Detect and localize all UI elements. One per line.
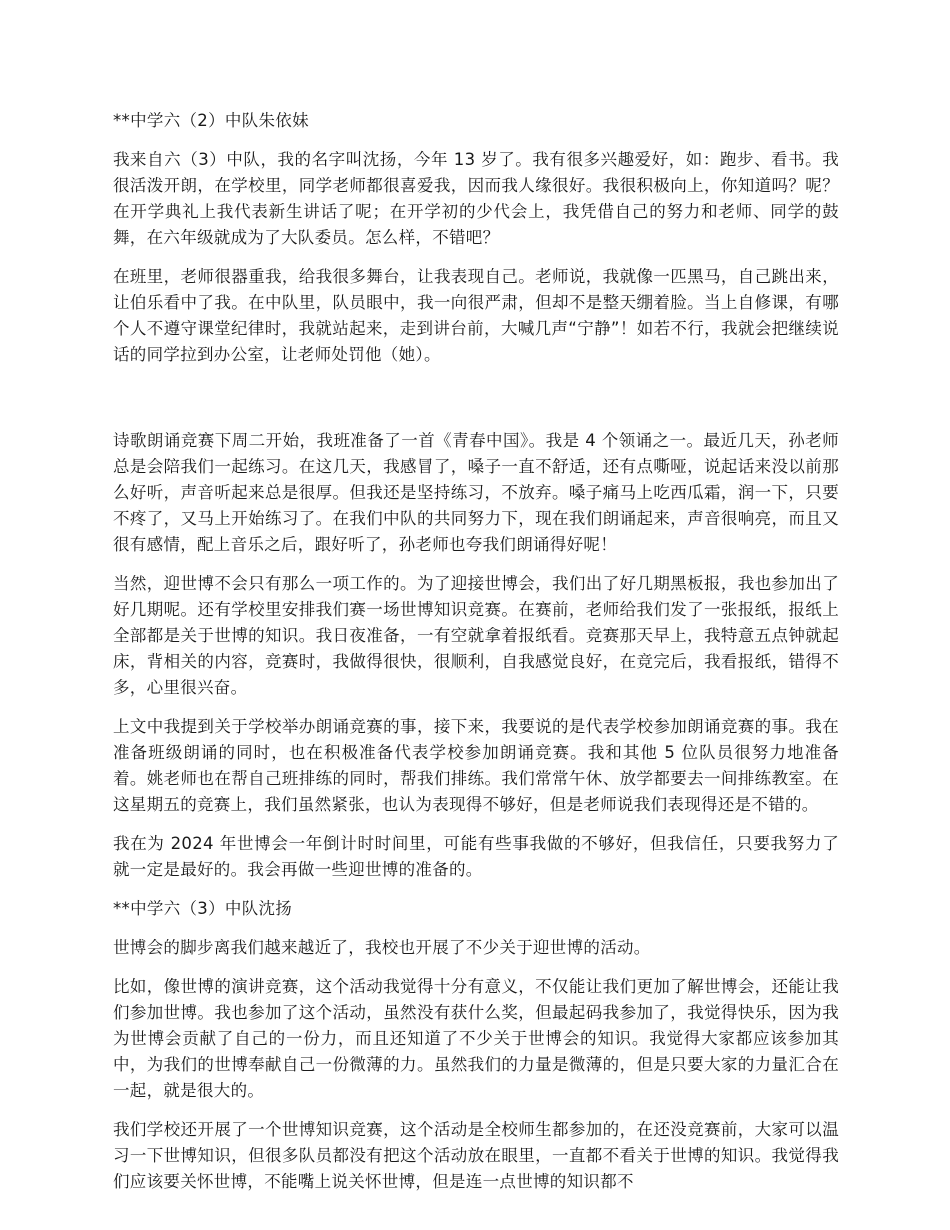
paragraph-1: 我来自六（3）中队，我的名字叫沈扬，今年 13 岁了。我有很多兴趣爱好，如：跑步、看书。我很活泼开朗，在学校里，同学老师都很喜爱我，因而我人缘很好。我很积极向上，你知道吗？呢？在开学典礼上我代表新生讲话了呢；在开学初的少代会上，我凭借自己的努力和老师、同学的鼓舞，在六年级就成为了大队委员。怎么样，不错吧？ (113, 150, 839, 247)
section-heading-1: **中学六（2）中队朱依妹 (113, 111, 309, 130)
paragraph-5: 上文中我提到关于学校举办朗诵竞赛的事，接下来，我要说的是代表学校参加朗诵竞赛的事。我在准备班级朗诵的同时，也在积极准备代表学校参加朗诵竞赛。我和其他 5 位队员很努力地准备着。姚老师也在帮自己班排练的同时，帮我们排练。我们常常午休、放学都要去一间排练教室。在这星期五的竞赛上，我们虽然紧张，也认为表现得不够好，但是老师说我们表现得还是不错的。 (113, 717, 839, 814)
paragraph-4: 当然，迎世博不会只有那么一项工作的。为了迎接世博会，我们出了好几期黑板报，我也参加出了好几期呢。还有学校里安排我们赛一场世博知识竞赛。在赛前，老师给我们发了一张报纸，报纸上全部都是关于世博的知识。我日夜准备，一有空就拿着报纸看。竞赛那天早上，我特意五点钟就起床，背相关的内容，竞赛时，我做得很快，很顺利，自我感觉良好，在竞完后，我看报纸，错得不多，心里很兴奋。 (113, 574, 839, 697)
paragraph-3: 诗歌朗诵竞赛下周二开始，我班准备了一首《青春中国》。我是 4 个领诵之一。最近几天，孙老师总是会陪我们一起练习。在这几天，我感冒了，嗓子一直不舒适，还有点嘶哑，说起话来没以前那么好听，声音听起来总是很厚。但我还是坚持练习，不放弃。嗓子痛马上吃西瓜霜，润一下，只要不疼了，又马上开始练习了。在我们中队的共同努力下，现在我们朗诵起来，声音很响亮，而且又很有感情，配上音乐之后，跟好听了，孙老师也夸我们朗诵得好呢！ (113, 431, 839, 554)
paragraph-2: 在班里，老师很器重我，给我很多舞台，让我表现自己。老师说，我就像一匹黑马，自己跳出来，让伯乐看中了我。在中队里，队员眼中，我一向很严肃，但却不是整天绷着脸。当上自修课，有哪个人不遵守课堂纪律时，我就站起来，走到讲台前，大喊几声“宁静”！如若不行，我就会把继续说话的同学拉到办公室，让老师处罚他（她）。 (113, 267, 839, 364)
paragraph-8: 比如，像世博的演讲竞赛，这个活动我觉得十分有意义，不仅能让我们更加了解世博会，还能让我们参加世博。我也参加了这个活动，虽然没有获什么奖，但最起码我参加了，我觉得快乐，因为我为世博会贡献了自己的一份力，而且还知道了不少关于世博会的知识。我觉得大家都应该参加其中，为我们的世博奉献自己一份微薄的力。虽然我们的力量是微薄的，但是只要大家的力量汇合在一起，就是很大的。 (113, 977, 839, 1100)
blank-gap (113, 381, 839, 428)
paragraph-6: 我在为 2024 年世博会一年倒计时时间里，可能有些事我做的不够好，但我信任，只要我努力了就一定是最好的。我会再做一些迎世博的准备的。 (113, 834, 839, 879)
paragraph-7: 世博会的脚步离我们越来越近了，我校也开展了不少关于迎世博的活动。 (113, 938, 651, 957)
section-heading-2: **中学六（3）中队沈扬 (113, 899, 293, 918)
paragraph-9: 我们学校还开展了一个世博知识竞赛，这个活动是全校师生都参加的，在还没竞赛前，大家可以温习一下世博知识，但很多队员都没有把这个活动放在眼里，一直都不看关于世博的知识。我觉得我们应该要关怀世博，不能嘴上说关怀世博，但是连一点世博的知识都不 (113, 1120, 839, 1191)
document-body (113, 108, 839, 1208)
